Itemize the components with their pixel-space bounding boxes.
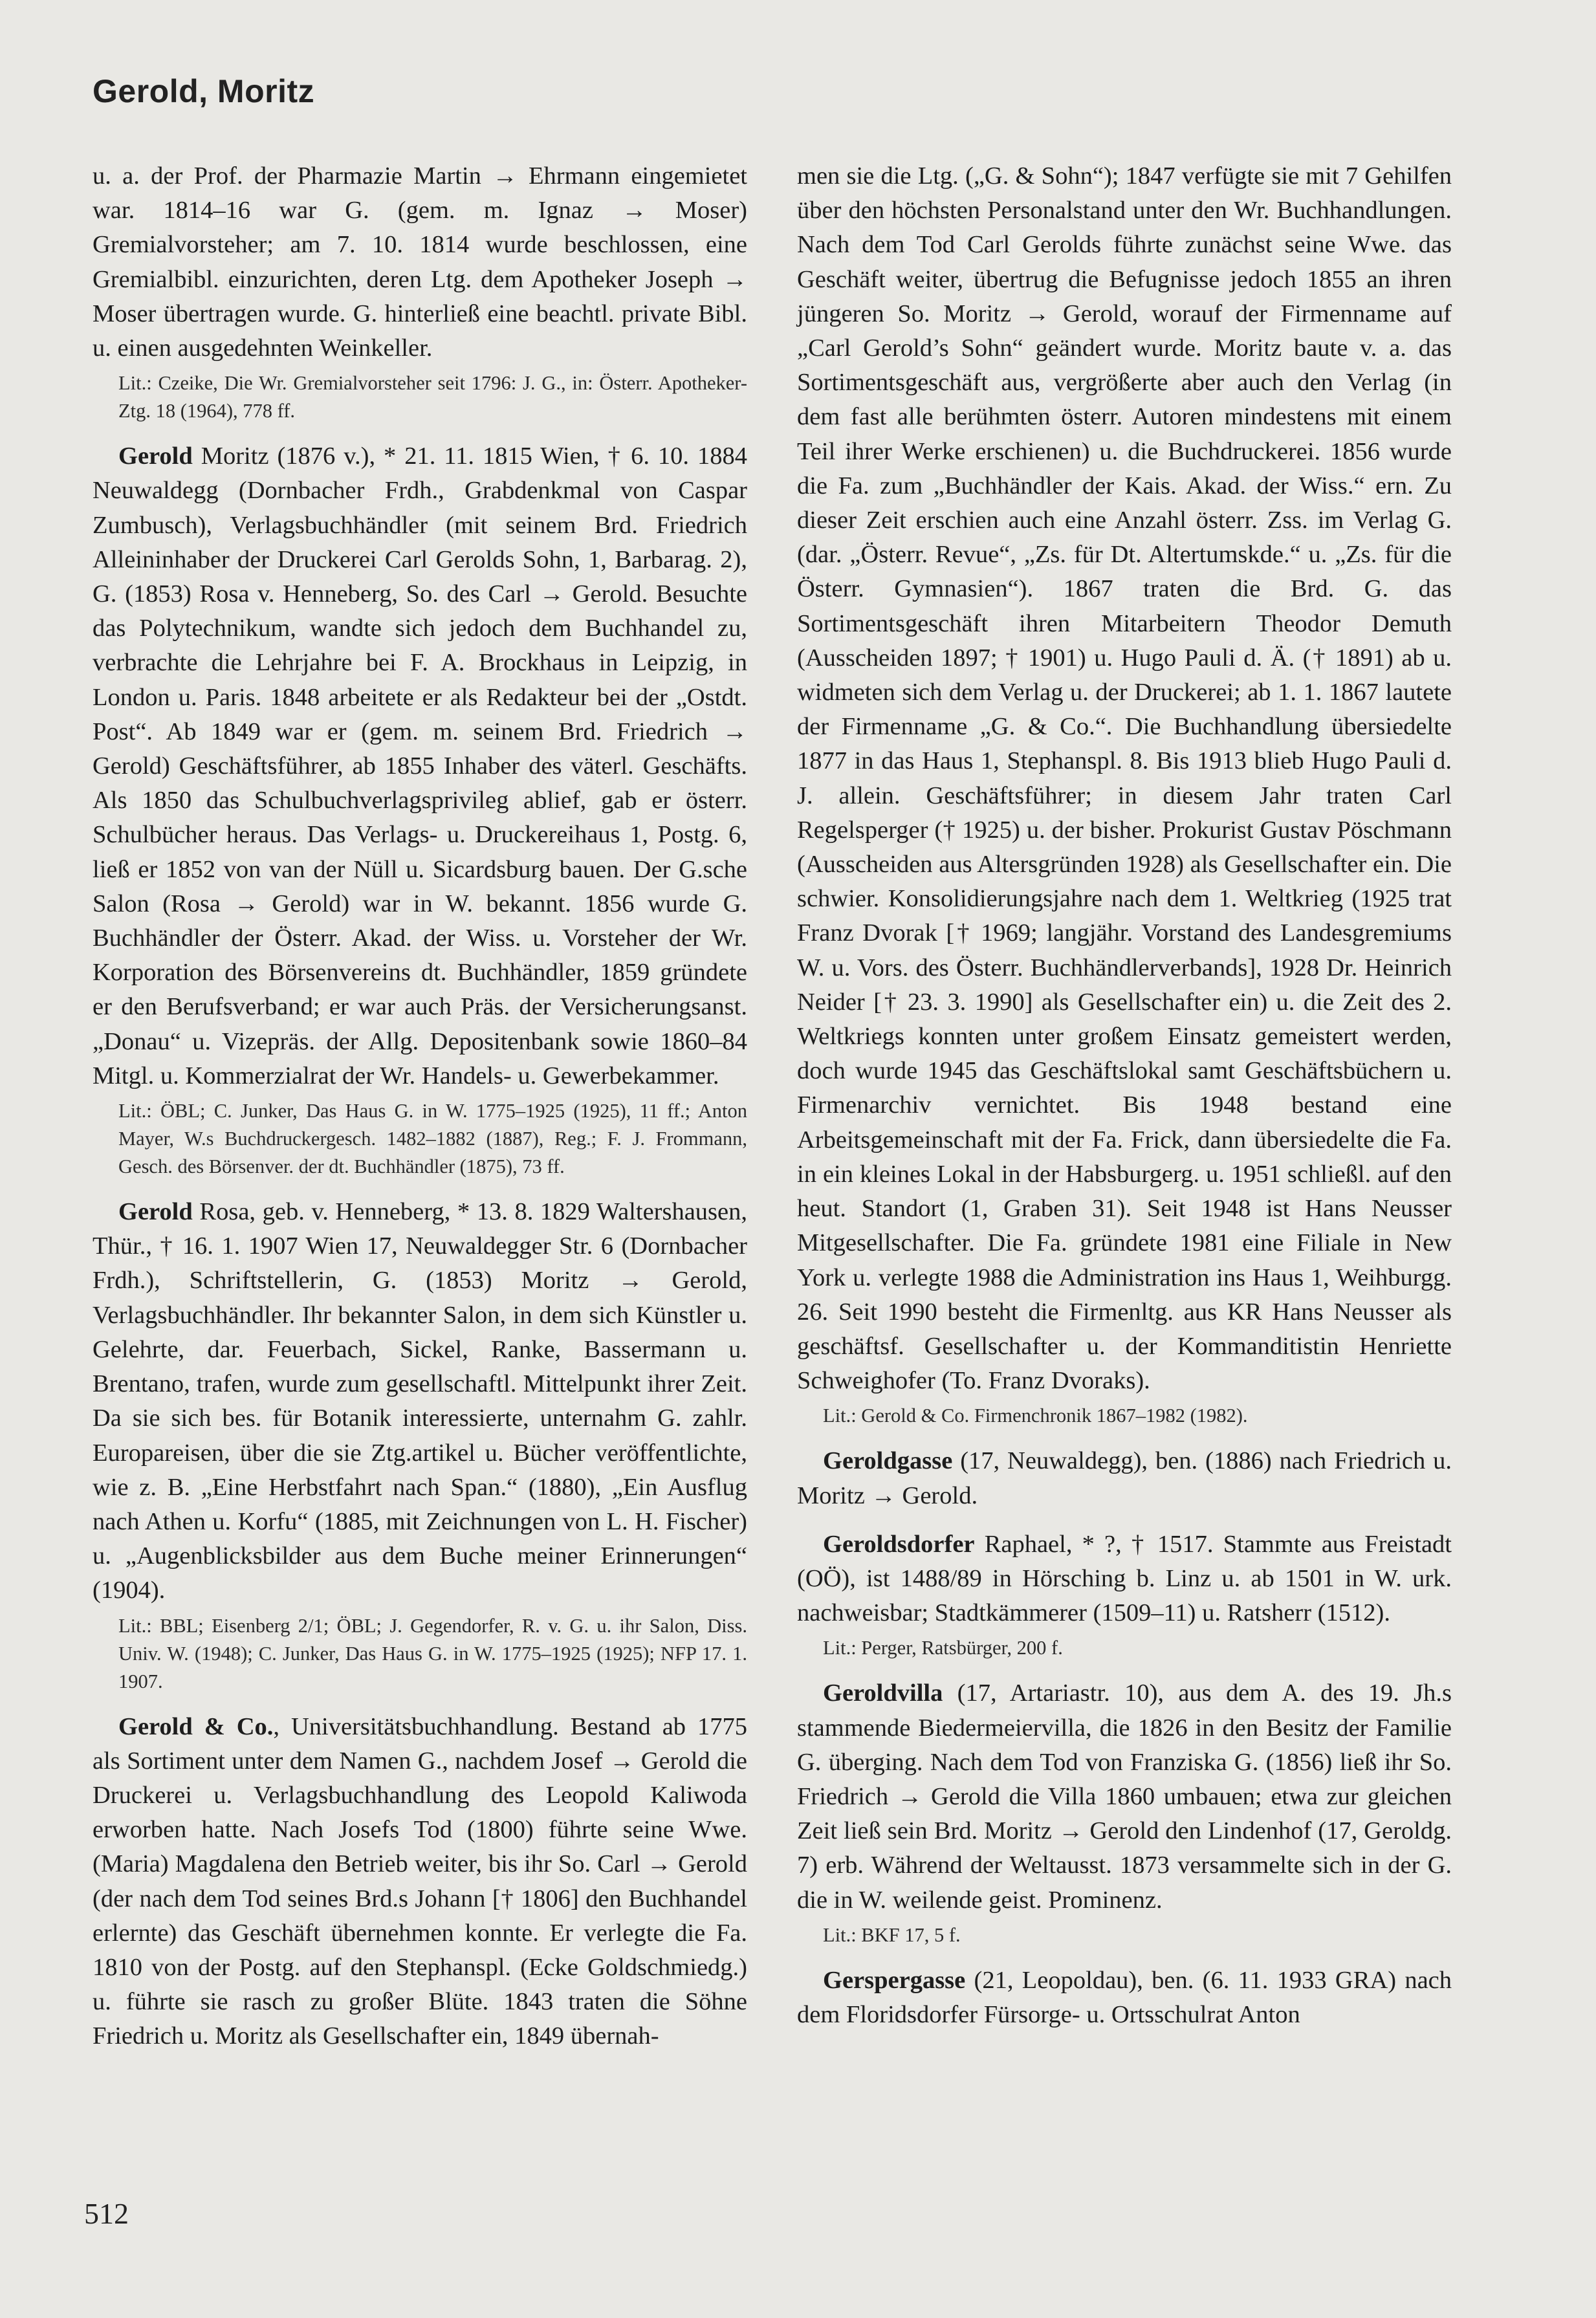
continued-paragraph: u. a. der Prof. der Pharmazie Martin → Ehrmann eingemietet war. 1814–16 war G. (gem. m. Ignaz → Moser) Gremialvorsteher; am 7. 10. 1814 wurde beschlossen, eine Gremialbibl. einzurichten, deren Ltg. dem Apotheker Joseph → Moser übertragen wurde. G. hinterließ eine beachtl. private Bibl. u. einen ausgedehnten Weinkeller. [93,162,747,362]
entry-headword: Gerold [118,443,193,470]
left-column [93,159,747,2054]
lexicon-entry [797,1527,1452,1631]
lexicon-entry [93,439,747,1093]
entry-headword: Gerold & Co. [118,1712,274,1740]
entry-text: (21, Leopoldau), ben. (6. 11. 1933 GRA) nach dem Floridsdorfer Fürsorge- u. Ortsschulrat Anton [797,1966,1452,2028]
entry-headword: Gerspergasse [823,1966,966,1994]
entry-headword: Geroldsdorfer [823,1530,975,1558]
literature-reference: Lit.: BKF 17, 5 f. [823,1923,961,1946]
lexicon-entry [797,1963,1452,2032]
lexicon-entry [93,1710,747,2054]
entry-text: Raphael, * ?, † 1517. Stammte aus Freistadt (OÖ), ist 1488/89 in Hörsching b. Linz u. ab 1501 in W. urk. nachweisbar; Stadtkämmerer (1509–11) u. Ratsherr (1512). [797,1530,1452,1627]
entry-text: Moritz (1876 v.), * 21. 11. 1815 Wien, † 6. 10. 1884 Neuwaldegg (Dornbacher Frdh., Grabdenkmal von Caspar Zumbusch), Verlagsbuchhändler (mit seinem Brd. Friedrich Alleininhaber der Druckerei Carl Gerolds Sohn, 1, Barbarag. 2), G. (1853) Rosa v. Henneberg, So. des Carl → Gerold. Besuchte das Polytechnikum, wandte sich jedoch dem Buchhandel zu, verbrachte die Lehrjahre bei F. A. Brockhaus in Leipzig, in London u. Paris. 1848 arbeitete er als Redakteur bei der „Ostdt. Post“. Ab 1849 war er (gem. m. seinem Brd. Friedrich → Gerold) Geschäftsführer, ab 1855 Inhaber des väterl. Geschäfts. Als 1850 das Schulbuchverlagsprivileg ablief, gab er österr. Schulbücher heraus. Das Verlags- u. Druckereihaus 1, Postg. 6, ließ er 1852 von van der Nüll u. Sicardsburg bauen. Der G.sche Salon (Rosa → Gerold) war in W. bekannt. 1856 wurde G. Buchhändler der Österr. Akad. der Wiss. u. Vorsteher der Wr. Korporation des Börsenvereins dt. Buchhändler, 1859 gründete er den Berufsverband; er war auch Präs. der Versicherungsanst. „Donau“ u. Vizepräs. der Allg. Depositenbank sowie 1860–84 Mitgl. u. Kommerzialrat der Wr. Handels- u. Gewerbekammer. [93,443,747,1089]
lexicon-entry [93,1195,747,1608]
entry-text: (17, Artariastr. 10), aus dem A. des 19. Jh.s stammende Biedermeiervilla, die 1826 in den Besitz der Familie G. überging. Nach dem Tod von Franziska G. (1856) ließ ihr So. Friedrich → Gerold die Villa 1860 umbauen; etwa zur gleichen Zeit ließ sein Brd. Moritz → Gerold den Lindenhof (17, Geroldg. 7) erb. Während der Weltausst. 1873 versammelte sich in der G. die in W. weilende geist. Prominenz. [797,1679,1452,1914]
right-column [797,159,1452,2032]
entry-text: Rosa, geb. v. Henneberg, * 13. 8. 1829 Waltershausen, Thür., † 16. 1. 1907 Wien 17, Neuwaldegger Str. 6 (Dornbacher Frdh.), Schriftstellerin, G. (1853) Moritz → Gerold, Verlagsbuchhändler. Ihr bekannter Salon, in dem sich Künstler u. Gelehrte, dar. Feuerbach, Sickel, Ranke, Bassermann u. Brentano, trafen, wurde zum gesellschaftl. Mittelpunkt ihrer Zeit. Da sie sich bes. für Botanik interessierte, unternahm G. zahlr. Europareisen, über die sie Ztg.artikel u. Bücher veröffentlichte, wie z. B. „Eine Herbstfahrt nach Span.“ (1880), „Ein Ausflug nach Athen u. Korfu“ (1885, mit Zeichnungen von L. H. Fischer) u. „Augenblicksbilder aus dem Buche meiner Erinnerungen“ (1904). [93,1198,747,1604]
literature-reference: Lit.: BBL; Eisenberg 2/1; ÖBL; J. Gegendorfer, R. v. G. u. ihr Salon, Diss. Univ. W. (1948); C. Junker, Das Haus G. in W. 1775–1925 (1925); NFP 17. 1. 1907. [118,1614,747,1692]
entry-headword: Gerold [118,1198,193,1226]
entry-headword: Geroldgasse [823,1447,953,1475]
entry-headword: Geroldvilla [823,1679,943,1707]
literature-reference: Lit.: Czeike, Die Wr. Gremialvorsteher seit 1796: J. G., in: Österr. Apotheker-Ztg. 18 (1964), 778 ff. [118,372,747,422]
literature-reference: Lit.: Gerold & Co. Firmenchronik 1867–1982 (1982). [823,1405,1248,1427]
running-head: Gerold, Moritz [93,73,315,109]
page-number: 512 [84,2197,129,2230]
literature-reference: Lit.: Perger, Ratsbürger, 200 f. [823,1637,1063,1659]
literature-reference: Lit.: ÖBL; C. Junker, Das Haus G. in W. 1775–1925 (1925), 11 ff.; Anton Mayer, W.s Buchdruckergesch. 1482–1882 (1887), Reg.; F. J. Frommann, Gesch. des Börsenver. der dt. Buchhändler (1875), 73 ff. [118,1100,747,1178]
entry-text: , Universitätsbuchhandlung. Bestand ab 1775 als Sortiment unter dem Namen G., nachdem Josef → Gerold die Druckerei u. Verlagsbuchhandlung des Leopold Kaliwoda erworben hatte. Nach Josefs Tod (1800) führte seine Wwe. (Maria) Magdalena den Betrieb weiter, bis ihr So. Carl → Gerold (der nach dem Tod seines Brd.s Johann [† 1806] den Buchhandel erlernte) das Geschäft übernehmen konnte. Er verlegte die Fa. 1810 von der Postg. auf den Stephanspl. (Ecke Goldschmiedg.) u. führte sie rasch zu großer Blüte. 1843 traten die Söhne Friedrich u. Moritz als Gesellschafter ein, 1849 übernah- [93,1712,747,2050]
entry-text: (17, Neuwaldegg), ben. (1886) nach Friedrich u. Moritz → Gerold. [797,1447,1452,1509]
lexicon-entry [797,1676,1452,1917]
continued-paragraph: men sie die Ltg. („G. & Sohn“); 1847 verfügte sie mit 7 Gehilfen über den höchsten Personalstand unter den Wr. Buchhandlungen. Nach dem Tod Carl Gerolds führte zunächst seine Wwe. das Geschäft weiter, übertrug die Befugnisse jedoch 1855 an ihren jüngeren So. Moritz → Gerold, worauf der Firmenname auf „Carl Gerold’s Sohn“ geändert wurde. Moritz baute v. a. das Sortimentsgeschäft aus, vergrößerte aber auch den Verlag (in dem fast alle berühmten österr. Autoren mindestens mit einem Teil ihrer Werke erschienen) u. die Buchdruckerei. 1856 wurde die Fa. zum „Buchhändler der Kais. Akad. der Wiss.“ ern. Zu dieser Zeit erschien auch eine Anzahl österr. Zss. im Verlag G. (dar. „Österr. Revue“, „Zs. für Dt. Altertumskde.“ u. „Zs. für die Österr. Gymnasien“). 1867 traten die Brd. G. das Sortimentsgeschäft ihren Mitarbeitern Theodor Demuth (Ausscheiden 1897; † 1901) u. Hugo Pauli d. Ä. († 1891) ab u. widmeten sich dem Verlag u. der Druckerei; ab 1. 1. 1867 lautete der Firmenname „G. & Co.“. Die Buchhandlung übersiedelte 1877 in das Haus 1, Stephanspl. 8. Bis 1913 blieb Hugo Pauli d. J. allein. Geschäftsführer; in diesem Jahr traten Carl Regelsperger († 1925) u. der bisher. Prokurist Gustav Pöschmann (Ausscheiden aus Altersgründen 1928) als Gesellschafter ein. Die schwier. Konsolidierungsjahre nach dem 1. Weltkrieg (1925 trat Franz Dvorak [† 1969; langjähr. Vorstand des Landesgremiums W. u. Vors. des Österr. Buchhändlerverbands], 1928 Dr. Heinrich Neider [† 23. 3. 1990] als Gesellschafter ein) u. die Zeit des 2. Weltkriegs konnten unter großem Einsatz gemeistert werden, doch wurde 1945 das Geschäftslokal samt Geschäftsbüchern u. Firmenarchiv vernichtet. Bis 1948 bestand eine Arbeitsgemeinschaft mit der Fa. Frick, dann übersiedelte die Fa. in ein kleines Lokal in der Habsburgerg. u. 1951 schließl. auf den heut. Standort (1, Graben 31). Seit 1948 ist Hans Neusser Mitgesellschafter. Die Fa. gründete 1981 eine Filiale in New York u. verlegte 1988 die Administration ins Haus 1, Weihburgg. 26. Seit 1990 besteht die Firmenltg. aus KR Hans Neusser als geschäftsf. Gesellschafter u. der Kommanditistin Henriette Schweighofer (To. Franz Dvoraks). [797,162,1452,1395]
lexicon-entry [797,1444,1452,1513]
